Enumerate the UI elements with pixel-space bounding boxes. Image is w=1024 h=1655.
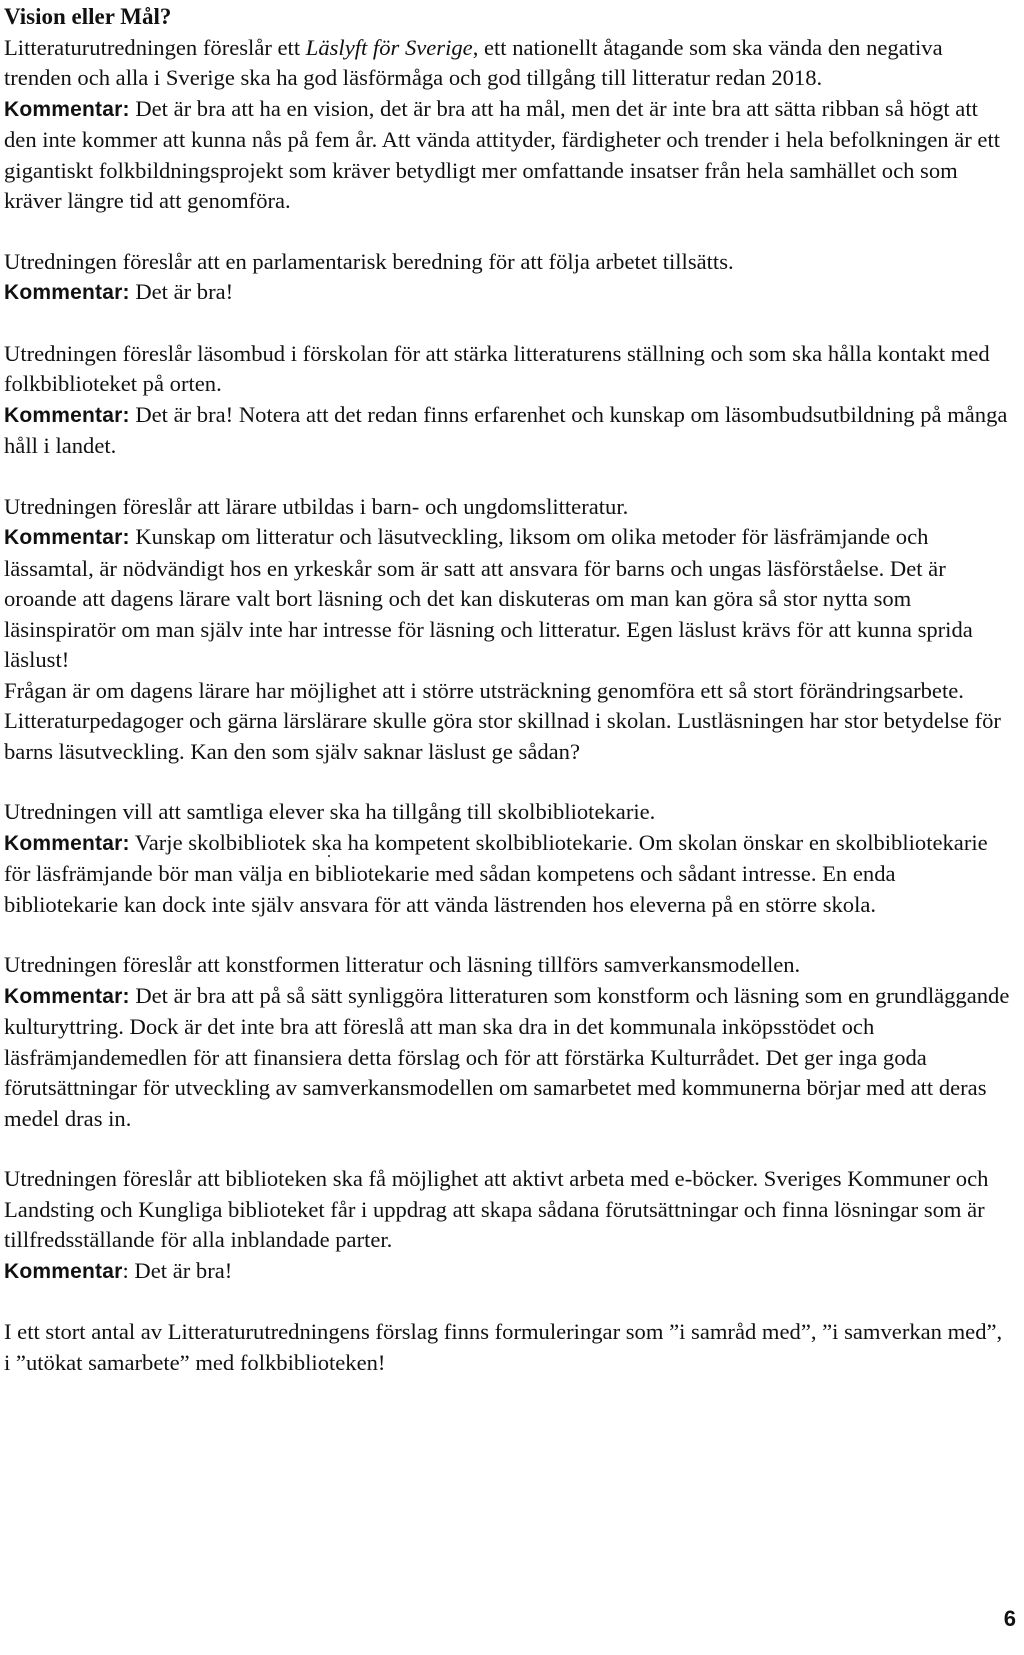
proposal-text: Litteraturutredningen föreslår ett — [4, 34, 306, 60]
section-teachers-followup: Frågan är om dagens lärare har möjlighet att i större utsträckning genomföra ett så stort förändringsarbete. Litteraturpedagoger och gärna lärslärare skulle göra stor skillnad i skolan. Lustläsningen har stor betydelse för barns läsutveckling. Kan den som själv saknar läslust ge sådan? — [4, 677, 1001, 764]
comment-text: Det är bra att på så sätt synliggöra litteraturen som konstform och läsning som en grundläggande kulturyttring. Dock är det inte bra att föreslå att man ska dra in det kommunala inköpsstödet och läsfrämjandemedlen för att finansiera detta förslag och för att förstärka Kulturrådet. Det ger inga goda förutsättningar för utveckling av samverkansmodellen om samarbetet med kommunerna börjar med att deras medel dras in. — [4, 982, 1010, 1131]
comment-text-continued: Att vända attityder, färdigheter och trender i hela befolkningen är ett gigantiskt folkbildningsprojekt som kräver betydligt mer omfattande insatser från hela samhället och som kräver längre tid att genomföra. — [4, 127, 1000, 213]
proposal-title-italic: Läslyft för Sverige — [305, 34, 473, 60]
comment-text: : Det är bra! — [122, 1257, 233, 1283]
page-heading: Vision eller Mål? — [4, 4, 172, 29]
section-ebooks-comment — [4, 1256, 1014, 1288]
comment-text: Det är bra att ha en vision, det är bra att ha mål, men det är inte bra att sätta ribban så högt att den inte kommer att kunna nås på fem år. — [4, 95, 978, 152]
section-preschool-comment — [4, 400, 1014, 462]
paragraph-gap — [4, 1287, 1014, 1317]
scan-speck — [328, 855, 330, 857]
section-teachers-proposal: Utredningen föreslår att lärare utbildas i barn- och ungdomslitteratur. — [4, 493, 629, 519]
comment-label: Kommentar: — [4, 403, 130, 427]
section-school-library-comment — [4, 828, 1014, 921]
section-parliament-comment — [4, 277, 1014, 309]
page-number: 6 — [1003, 1606, 1016, 1631]
section-vision-proposal — [4, 33, 1014, 94]
section-school-library-proposal: Utredningen vill att samtliga elever ska ha tillgång till skolbibliotekarie. — [4, 799, 656, 824]
comment-text: Kunskap om litteratur och läsutveckling, liksom om olika metoder för läsfrämjande och lässamtal, är nödvändigt hos en yrkeskår som är satt att ansvara för barns och ungas läsförståelse. Det är oroande att dagens lärare valt bort läsning och det kan diskuteras om man kan göra så stor nytta som läsinspiratör om man själv inte har intresse för läsning och litteratur. Egen läslust krävs för att kunna sprida läslust! — [4, 524, 973, 672]
section-ebooks-proposal: Utredningen föreslår att biblioteken ska få möjlighet att aktivt arbeta med e-böcker. Sveriges Kommuner och Landsting och Kungliga biblioteket får i uppdrag att skapa sådana förutsättningar och finna lösningar som är tillfredsställande för alla inblandade parter. — [4, 1166, 989, 1252]
section-parliament-proposal: Utredningen föreslår att en parlamentarisk beredning för att följa arbetet tillsätts. — [4, 248, 734, 274]
paragraph-gap — [4, 462, 1014, 492]
comment-label: Kommentar — [4, 1259, 123, 1283]
comment-label: Kommentar: — [4, 97, 130, 121]
comment-label: Kommentar: — [4, 831, 130, 855]
comment-label: Kommentar: — [4, 984, 130, 1008]
paragraph-gap — [4, 217, 1014, 247]
proposal-text-continued: , ett nationellt åtagande som ska vända den negativa trenden och alla i Sverige ska ha god läsförmåga och god tillgång till litteratur redan 2018. — [4, 34, 943, 90]
section-cooperation-model-proposal: Utredningen föreslår att konstformen litteratur och läsning tillförs samverkansmodellen. — [4, 952, 801, 977]
section-vision-comment — [4, 94, 1014, 217]
comment-text: Det är bra! Notera att det redan finns erfarenhet och kunskap om läsombudsutbildning på många håll i landet. — [4, 401, 1008, 458]
document-page — [4, 2, 1014, 1378]
paragraph-gap — [4, 920, 1014, 950]
section-preschool-proposal: Utredningen föreslår läsombud i förskolan för att stärka litteraturens ställning och som ska hålla kontakt med folkbiblioteket på orten. — [4, 340, 990, 396]
comment-label: Kommentar: — [4, 526, 130, 549]
paragraph-gap — [4, 1134, 1014, 1164]
comment-text: Varje skolbibliotek ska ha kompetent skolbibliotekarie. Om skolan önskar en skolbibliotekarie för läsfrämjande bör man välja en bibliotekarie med sådan kompetens och sådant intresse. En enda bibliotekarie kan dock inte själv ansvara för att vända lästrenden hos eleverna på en större skola. — [4, 829, 988, 917]
section-teachers-comment — [4, 522, 1014, 676]
section-cooperation-model-comment — [4, 981, 1014, 1135]
comment-label: Kommentar: — [4, 281, 130, 304]
paragraph-gap — [4, 767, 1014, 797]
section-closing-remark: I ett stort antal av Litteraturutredningens förslag finns formuleringar som ”i samråd med”, ”i samverkan med”, i ”utökat samarbete” med folkbiblioteken! — [4, 1319, 1003, 1375]
paragraph-gap — [4, 309, 1014, 339]
comment-text: Det är bra! — [129, 279, 234, 304]
